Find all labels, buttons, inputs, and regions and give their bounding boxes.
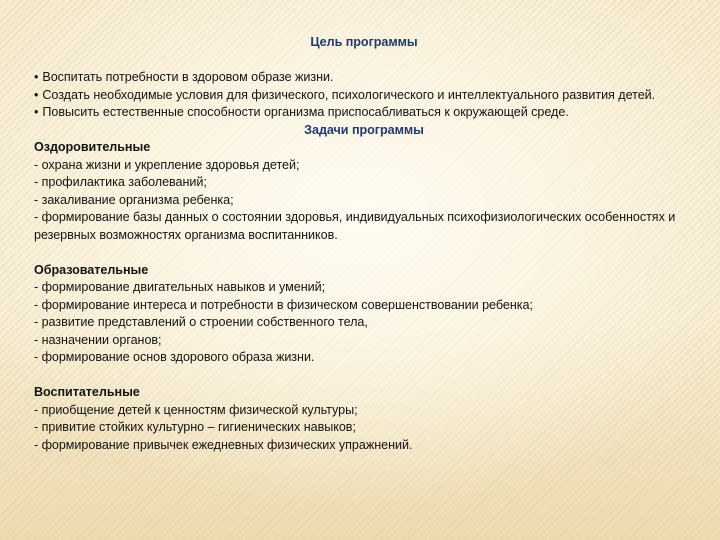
goal-item [34,104,684,122]
task-group-title: Оздоровительные [34,140,151,154]
slide-content [34,34,684,454]
task-group-title: Воспитательные [34,385,140,399]
goal-item [34,69,684,87]
goal-item-text: Воспитать потребности в здоровом образе жизни. [42,70,334,84]
task-item: - назначении органов; [34,332,162,347]
bullet-icon: • [34,87,39,102]
task-item: - формирование интереса и потребности в физическом совершенствовании ребенка; [34,297,533,312]
spacer [34,367,684,385]
bullet-icon: • [34,105,39,119]
task-item: - профилактика заболеваний; [34,175,207,189]
tasks-heading: Задачи программы [304,122,424,137]
task-item: - развитие представлений о строении собственного тела, [34,315,368,329]
task-item: - охрана жизни и укрепление здоровья детей; [34,157,300,172]
task-group-title: Образовательные [34,262,149,277]
goal-item-text: Создать необходимые условия для физического, психологического и интеллектуального развития детей. [42,87,656,102]
task-item: - формирование основ здорового образа жизни. [34,350,315,364]
goal-heading: Цель программы [310,35,418,49]
task-item: - закаливание организма ребенка; [34,192,234,207]
task-item: - формирование привычек ежедневных физических упражнений. [34,437,413,452]
task-item: - формирование двигательных навыков и умений; [34,280,326,294]
bullet-icon: • [34,70,39,84]
spacer [34,244,684,262]
goal-item [34,87,684,105]
task-item: - формирование базы данных о состоянии здоровья, индивидуальных психофизиологических особенностях и резервных возможностях организма воспитанников. [34,210,676,242]
goal-item-text: Повысить естественные способности организма приспосабливаться к окружающей среде. [42,105,569,119]
task-item: - привитие стойких культурно – гигиенических навыков; [34,420,356,434]
task-item: - приобщение детей к ценностям физической культуры; [34,402,358,417]
